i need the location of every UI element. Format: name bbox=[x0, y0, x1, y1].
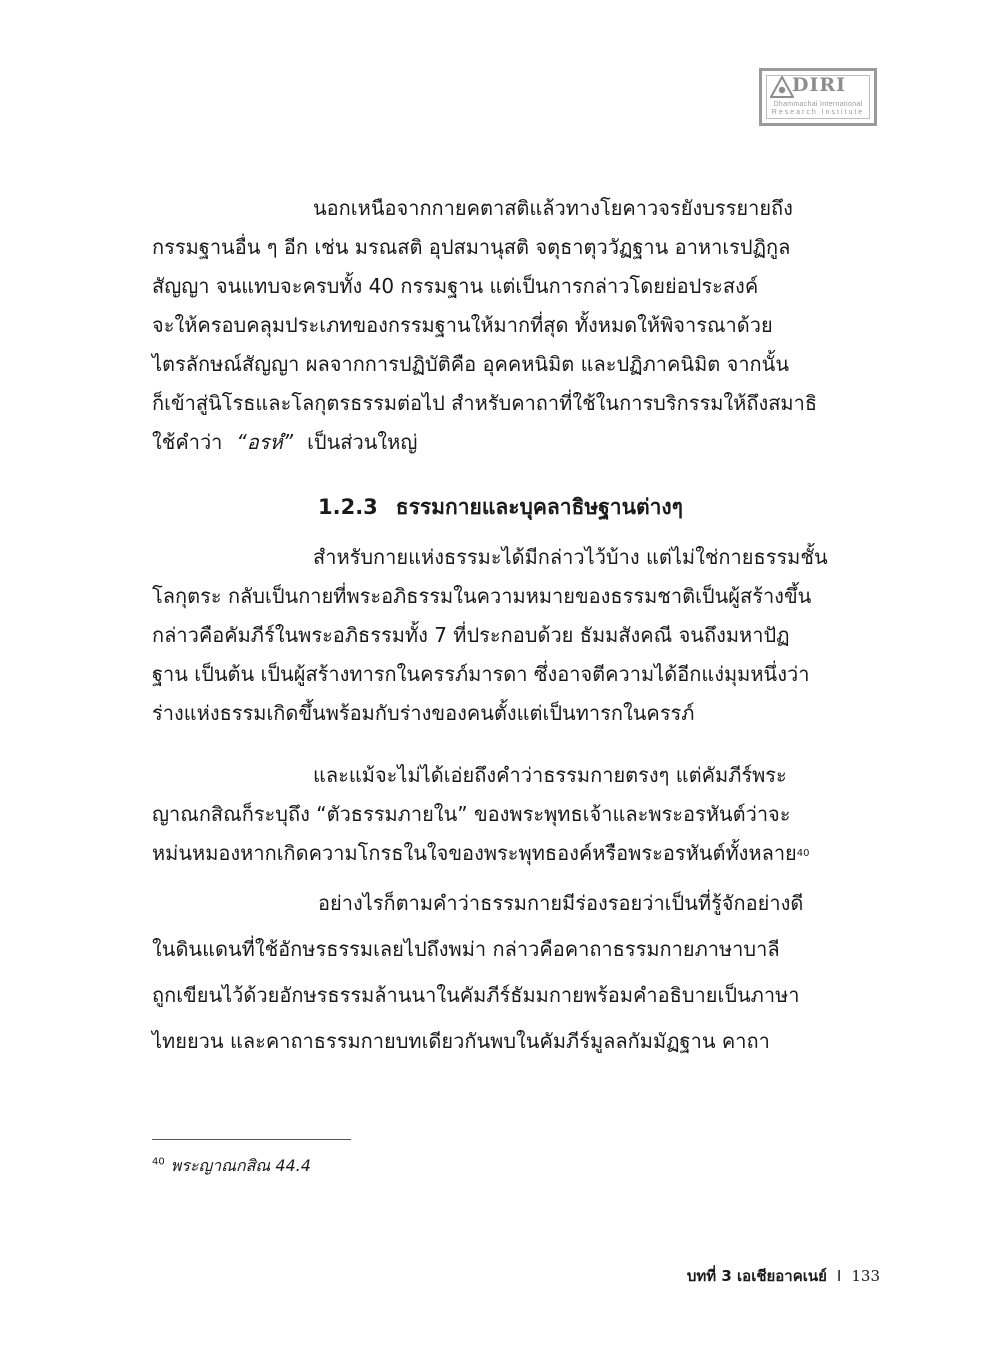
page-number: 133 bbox=[851, 1267, 880, 1285]
paragraph-line bbox=[152, 756, 882, 795]
line-text: หม่นหมองหากเกิดความโกรธในใจของพระพุทธองค์หรือพระอรหันต์ทั้งหลาย bbox=[152, 841, 797, 865]
footnote-text: พระญาณกสิณ 44.4 bbox=[170, 1156, 311, 1175]
paragraph-line bbox=[152, 834, 882, 873]
line-text: และแม้จะไม่ได้เอ่ยถึงคำว่าธรรมกายตรงๆ แต่คัมภีร์พระ bbox=[313, 763, 787, 787]
logo-subtitle bbox=[762, 101, 874, 117]
line-text: สำหรับกายแห่งธรรมะได้มีกล่าวไว้บ้าง แต่ไม่ใช่กายธรรมชั้น bbox=[313, 545, 828, 569]
line-text: ก็เข้าสู่นิโรธและโลกุตรธรรมต่อไป สำหรับคาถาที่ใช้ในการบริกรรมให้ถึงสมาธิ bbox=[152, 391, 818, 415]
paragraph-line bbox=[152, 189, 882, 228]
paragraph-line bbox=[152, 267, 882, 306]
line-text: อย่างไรก็ตามคำว่าธรรมกายมีร่องรอยว่าเป็นที่รู้จักอย่างดี bbox=[318, 891, 804, 915]
line-text: โลกุตระ กลับเป็นกายที่พระอภิธรรมในความหมายของธรรมชาติเป็นผู้สร้างขึ้น bbox=[152, 584, 812, 608]
paragraph-line bbox=[152, 972, 882, 1018]
paragraph-1 bbox=[152, 189, 882, 462]
line-text: ไตรลักษณ์สัญญา ผลจากการปฏิบัติคือ อุคคหนิมิต และปฏิภาคนิมิต จากนั้น bbox=[152, 352, 790, 376]
footnote-ref[interactable]: 40 bbox=[796, 848, 810, 859]
paragraph-line bbox=[152, 926, 882, 972]
line-text: กล่าวคือคัมภีร์ในพระอภิธรรมทั้ง 7 ที่ประกอบด้วย ธัมมสังคณี จนถึงมหาปัฏ bbox=[152, 623, 790, 647]
paragraph-line bbox=[152, 1018, 882, 1064]
line-text: ไทยยวน และคาถาธรรมกายบทเดียวกันพบในคัมภีร์มูลลกัมมัฏฐาน คาถา bbox=[152, 1029, 770, 1053]
footer-separator: I bbox=[836, 1267, 842, 1285]
triangle-logo-icon bbox=[770, 76, 794, 98]
paragraph-line bbox=[152, 880, 882, 926]
footnote-number: 40 bbox=[152, 1156, 165, 1168]
paragraph-line bbox=[152, 538, 882, 577]
line-text: ถูกเขียนไว้ด้วยอักษรธรรมล้านนาในคัมภีร์ธัมมกายพร้อมคำอธิบายเป็นภาษา bbox=[152, 983, 800, 1007]
line-text: จะให้ครอบคลุมประเภทของกรรมฐานให้มากที่สุด ทั้งหมดให้พิจารณาด้วย bbox=[152, 313, 773, 337]
paragraph-line bbox=[152, 423, 882, 462]
paragraph-line bbox=[152, 228, 882, 267]
line-text: ใช้คำว่า bbox=[152, 430, 223, 454]
section-title: ธรรมกายและบุคลาธิษฐานต่างๆ bbox=[395, 495, 683, 519]
line-text: ในดินแดนที่ใช้อักษรธรรมเลยไปถึงพม่า กล่าวคือคาถาธรรมกายภาษาบาลี bbox=[152, 937, 780, 961]
footnote-divider bbox=[152, 1139, 351, 1140]
section-heading bbox=[318, 491, 683, 524]
diri-logo bbox=[759, 68, 877, 126]
logo-subtitle-line2: Research Institute bbox=[771, 109, 865, 116]
logo-wordmark: DIRI bbox=[792, 74, 847, 96]
paragraph-line bbox=[152, 577, 882, 616]
paragraph-2 bbox=[152, 538, 882, 733]
line-text: ญาณกสิณก็ระบุถึง “ตัวธรรมภายใน” ของพระพุทธเจ้าและพระอรหันต์ว่าจะ bbox=[152, 802, 791, 826]
footnote bbox=[152, 1154, 311, 1179]
paragraph-line bbox=[152, 795, 882, 834]
quoted-term: “อรหํ” bbox=[236, 430, 294, 454]
line-text: ฐาน เป็นต้น เป็นผู้สร้างทารกในครรภ์มารดา ซึ่งอาจตีความได้อีกแง่มุมหนึ่งว่า bbox=[152, 662, 810, 686]
paragraph-line bbox=[152, 306, 882, 345]
chapter-label: บทที่ 3 เอเชียอาคเนย์ bbox=[686, 1267, 827, 1285]
line-text: กรรมฐานอื่น ๆ อีก เช่น มรณสติ อุปสมานุสติ จตุธาตุววัฏฐาน อาหาเรปฏิกูล bbox=[152, 235, 791, 259]
section-number: 1.2.3 bbox=[318, 495, 378, 519]
line-text: เป็นส่วนใหญ่ bbox=[307, 430, 418, 454]
paragraph-line bbox=[152, 384, 882, 423]
paragraph-4 bbox=[152, 880, 882, 1064]
paragraph-line bbox=[152, 694, 882, 733]
line-text: ร่างแห่งธรรมเกิดขึ้นพร้อมกับร่างของคนตั้งแต่เป็นทารกในครรภ์ bbox=[152, 701, 695, 725]
line-text: นอกเหนือจากกายคตาสติแล้วทางโยคาวจรยังบรรยายถึง bbox=[313, 196, 793, 220]
page-footer bbox=[687, 1264, 880, 1288]
paragraph-line bbox=[152, 616, 882, 655]
paragraph-line bbox=[152, 655, 882, 694]
paragraph-line bbox=[152, 345, 882, 384]
line-text: สัญญา จนแทบจะครบทั้ง 40 กรรมฐาน แต่เป็นการกล่าวโดยย่อประสงค์ bbox=[152, 274, 759, 298]
logo-subtitle-line1: Dhammachai International bbox=[773, 101, 863, 108]
paragraph-3 bbox=[152, 756, 882, 873]
